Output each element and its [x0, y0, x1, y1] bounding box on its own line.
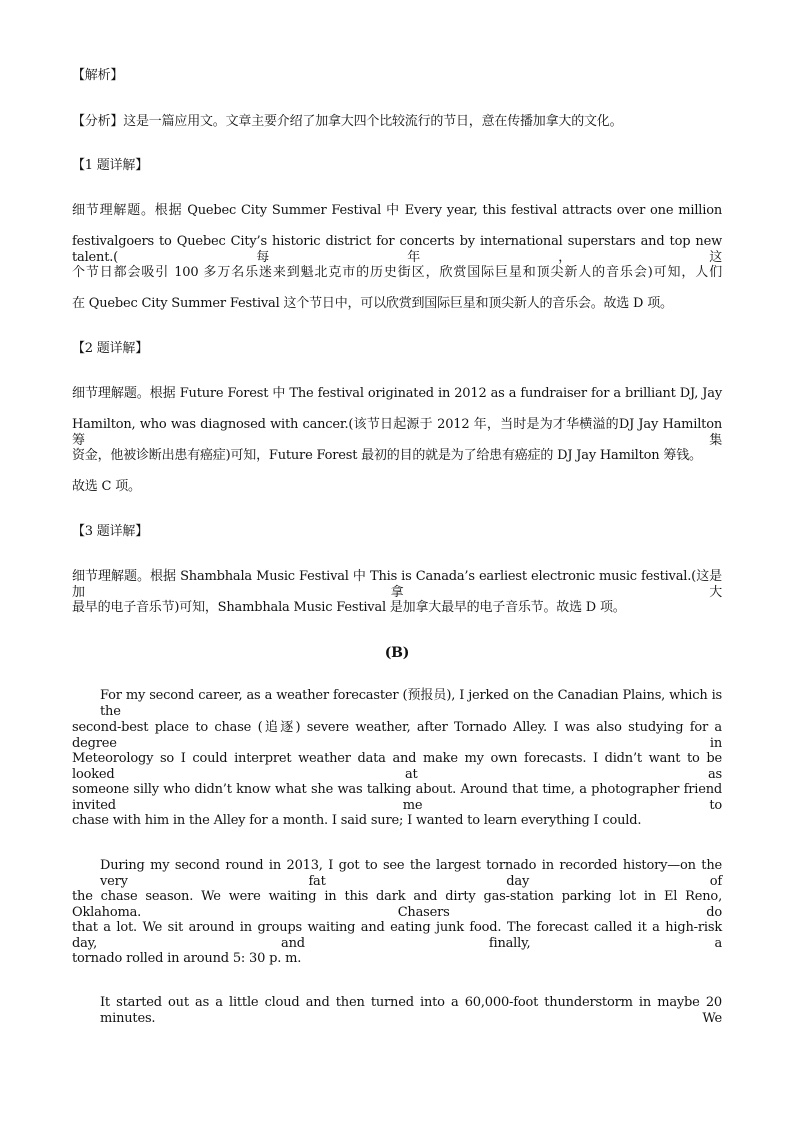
- p1-line-2: second-best place to chase (追逐) severe weather, after Tornado Alley. I was also studying for a degree in: [72, 720, 722, 751]
- q2-line-1: 细节理解题。根据 Future Forest 中 The festival originated in 2012 as a fundraiser for a brilliant DJ, Jay: [72, 386, 722, 401]
- q2-header: 【2 题详解】: [72, 341, 149, 356]
- p1-line-4: someone silly who didn’t know what she was talking about. Around that time, a photographer friend invited me to: [72, 782, 722, 813]
- p1-line-3: Meteorology so I could interpret weather data and make my own forecasts. I didn’t want to be looked at as: [72, 751, 722, 782]
- passage-heading: (B): [384, 645, 410, 661]
- p2-line-3: that a lot. We sit around in groups waiting and eating junk food. The forecast called it a high-risk day, and finally, a: [72, 920, 722, 951]
- p2-line-2: the chase season. We were waiting in this dark and dirty gas-station parking lot in El Reno, Oklahoma. Chasers do: [72, 889, 722, 920]
- p3-line-1: It started out as a little cloud and then turned into a 60,000-foot thunderstorm in maybe 20 minutes. We: [100, 995, 722, 1026]
- q3-line-2: 最早的电子音乐节)可知，Shambhala Music Festival 是加拿大最早的电子音乐节。故选 D 项。: [72, 600, 626, 615]
- p1-line-1: For my second career, as a weather forecaster (预报员), I jerked on the Canadian Plains, which is the: [100, 688, 722, 719]
- q2-line-4: 故选 C 项。: [72, 479, 141, 494]
- q3-header: 【3 题详解】: [72, 524, 149, 539]
- q3-line-1: 细节理解题。根据 Shambhala Music Festival 中 This is Canada’s earliest electronic music festival.(这是加拿大: [72, 569, 722, 600]
- analysis-title: 【解析】: [72, 68, 124, 83]
- p2-line-4: tornado rolled in around 5: 30 p. m.: [72, 951, 302, 966]
- q1-line-2: festivalgoers to Quebec City’s historic district for concerts by international superstars and top new talent.(每年，这: [72, 234, 722, 265]
- q1-line-4: 在 Quebec City Summer Festival 这个节日中，可以欣赏到国际巨星和顶尖新人的音乐会。故选 D 项。: [72, 296, 673, 311]
- q1-line-1: 细节理解题。根据 Quebec City Summer Festival 中 Every year, this festival attracts over one million: [72, 203, 722, 218]
- q2-line-2: Hamilton, who was diagnosed with cancer.(该节日起源于 2012 年，当时是为才华横溢的DJ Jay Hamilton 筹集: [72, 417, 722, 448]
- q2-line-3: 资金，他被诊断出患有癌症)可知，Future Forest 最初的目的就是为了给患有癌症的 DJ Jay Hamilton 筹钱。: [72, 448, 702, 463]
- analysis-summary: 【分析】这是一篇应用文。文章主要介绍了加拿大四个比较流行的节日，意在传播加拿大的文化。: [72, 114, 623, 129]
- q1-header: 【1 题详解】: [72, 158, 149, 173]
- p1-line-5: chase with him in the Alley for a month. I said sure; I wanted to learn everything I could.: [72, 813, 642, 828]
- q1-line-3: 个节日都会吸引 100 多万名乐迷来到魁北克市的历史街区，欣赏国际巨星和顶尖新人的音乐会)可知，人们: [72, 265, 722, 280]
- p2-line-1: During my second round in 2013, I got to see the largest tornado in recorded history—on the very fat day of: [100, 858, 722, 889]
